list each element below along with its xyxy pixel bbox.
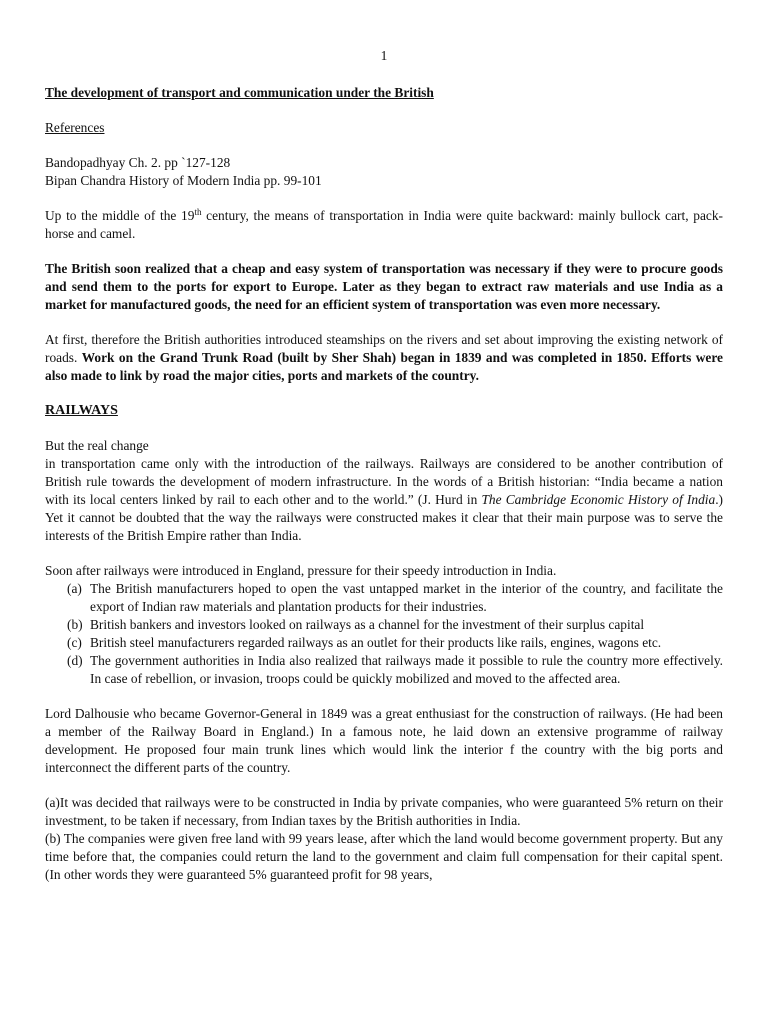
railways-paragraph-1-line-1: But the real change (45, 438, 149, 453)
list-item: (d) The government authorities in India also realized that railways made it possible to rule the country more effectively. In case of rebellion, or invasion, troops could be quickly mobilized and moved to the affected area. (67, 653, 723, 686)
railways-paragraph-2: Soon after railways were introduced in England, pressure for their speedy introduction in India. (45, 563, 557, 578)
reference-item: Bandopadhyay Ch. 2. pp `127-128 (45, 155, 231, 170)
list-item: (a) The British manufacturers hoped to open the vast untapped market in the interior of the country, and facilitate the export of Indian raw materials and plantation products for their industries. (67, 581, 723, 614)
document-title: The development of transport and communication under the British (45, 85, 434, 100)
references-heading: References (45, 120, 105, 135)
railways-heading: RAILWAYS (45, 403, 118, 418)
references-list (45, 154, 723, 190)
page-number: 1 (380, 48, 388, 63)
intro-paragraph-1: Up to the middle of the 19th century, the means of transportation in India were quite backward: mainly bullock cart, pack-horse and camel. (45, 207, 723, 241)
list-item: (b) British bankers and investors looked on railways as a channel for the investment of their surplus capital (67, 617, 645, 632)
intro-paragraph-3: At first, therefore the British authorities introduced steamships on the rivers and set about improving the existing network of roads. Work on the Grand Trunk Road (built by Sher Shah) began in 1839 and was completed in 1850. Efforts were also made to link by road the major cities, ports and markets of the country. (45, 332, 723, 383)
reasons-list (45, 580, 723, 688)
list-item: (c) British steel manufacturers regarded railways as an outlet for their products like rails, engines, wagons etc. (67, 635, 662, 650)
reference-item: Bipan Chandra History of Modern India pp. 99-101 (45, 173, 322, 188)
document-page (45, 47, 723, 884)
intro-paragraph-2: The British soon realized that a cheap and easy system of transportation was necessary if they were to procure goods and send them to the ports for export to Europe. Later as they began to extract raw materials and use India as a market for manufactured goods, the need for an efficient system of transportation was even more necessary. (45, 261, 723, 312)
railways-paragraph-3: Lord Dalhousie who became Governor-General in 1849 was a great enthusiast for the construction of railways. (He had been a member of the Railway Board in England.) In a famous note, he laid down an extensive programme of railway development. He proposed four main trunk lines which would link the interior f the country with the big ports and interconnect the different parts of the country. (45, 706, 723, 775)
railways-paragraph-4: (a)It was decided that railways were to be constructed in India by private companies, who were guaranteed 5% return on their investment, to be taken if necessary, from Indian taxes by the British authorities in India. (45, 795, 723, 828)
railways-paragraph-5: (b) The companies were given free land with 99 years lease, after which the land would become government property. But any time before that, the companies could return the land to the government and claim full compensation for their capital spent. (In other words they were guaranteed 5% guaranteed profit for 98 years, (45, 831, 723, 882)
railways-paragraph-1: in transportation came only with the introduction of the railways. Railways are considered to be another contribution of British rule towards the development of modern infrastructure. In the words of a British historian: “India became a nation with its local centers linked by rail to each other and to the world.” (J. Hurd in The Cambridge Economic History of India.) Yet it cannot be doubted that the way the railways were constructed makes it clear that their main purpose was to serve the interests of the British Empire rather than India. (45, 456, 723, 543)
